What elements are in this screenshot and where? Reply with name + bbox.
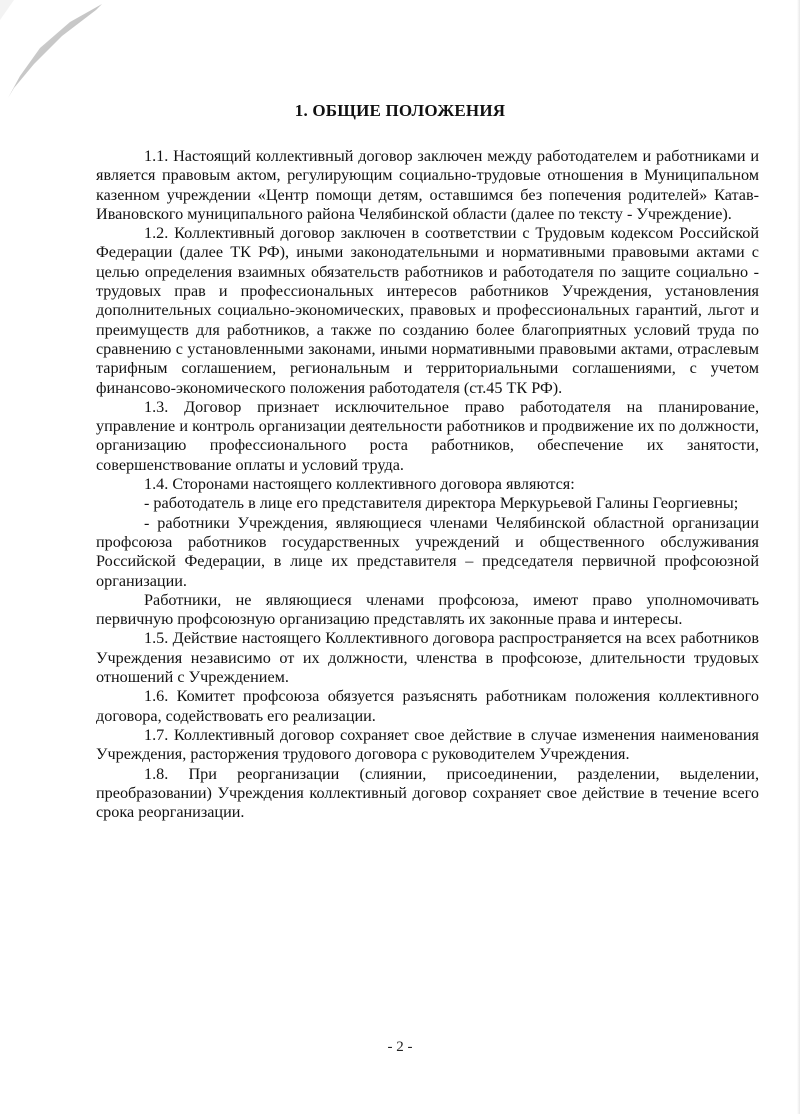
paragraph-1-4: 1.4. Сторонами настоящего коллективного договора являются:	[144, 475, 575, 494]
paragraph-1-4-non-members: Работники, не являющиеся членами профсоюза, имеют право уполномочивать первичную профсоюзную организацию представлять их законные права и интересы.	[96, 590, 759, 629]
paragraph-1-4-employees: - работники Учреждения, являющиеся членами Челябинской областной организации профсоюза работников государственных учреждений и общественного обслуживания Российской Федерации, в лице их представителя – председателя первичной профсоюзной организации.	[96, 513, 759, 590]
paragraph-1-3: 1.3. Договор признает исключительное право работодателя на планирование, управление и контроль организации деятельности работников и продвижение их по должности, организацию профессионального роста работников, обеспечение их занятости, совершенствование оплаты и условий труда.	[96, 397, 759, 474]
section-title: 1. ОБЩИЕ ПОЛОЖЕНИЯ	[294, 101, 506, 120]
page-corner-fold	[0, 0, 110, 105]
paragraph-1-6: 1.6. Комитет профсоюза обязуется разъяснять работникам положения коллективного договора, содействовать его реализации.	[96, 687, 759, 725]
paragraph-1-7: 1.7. Коллективный договор сохраняет свое действие в случае изменения наименования Учреждения, расторжения трудового договора с руководителем Учреждения.	[96, 725, 759, 764]
page-number: - 2 -	[387, 1039, 413, 1055]
paragraph-1-5: 1.5. Действие настоящего Коллективного договора распространяется на всех работников Учреждения независимо от их должности, членства в профсоюзе, длительности трудовых отношений с Учреждением.	[96, 629, 759, 687]
paragraph-1-1: 1.1. Настоящий коллективный договор заключен между работодателем и работниками и является правовым актом, регулирующим социально-трудовые отношения в Муниципальном казенном учреждении «Центр помощи детям, оставшимся без попечения родителей» Катав-Ивановского муниципального района Челябинской области (далее по тексту - Учреждение).	[96, 147, 759, 223]
paragraph-1-2: 1.2. Коллективный договор заключен в соответствии с Трудовым кодексом Российской Федерации (далее ТК РФ), иными законодательными и нормативными правовыми актами с целью определения взаимных обязательств работников и работодателя по защите социально - трудовых прав и профессиональных интересов работников Учреждения, установления дополнительных социально-экономических, правовых и профессиональных гарантий, льгот и преимуществ для работников, а также по созданию более благоприятных условий труда по сравнению с установленными законами, иными нормативными правовыми актами, отраслевым тарифным соглашением, региональным и территориальными соглашениями, с учетом финансово-экономического положения работодателя (ст.45 ТК РФ).	[96, 224, 759, 397]
document-body	[96, 147, 759, 822]
paragraph-1-4-employer: - работодатель в лице его представителя директора Меркурьевой Галины Георгиевны;	[144, 494, 739, 513]
paragraph-1-8: 1.8. При реорганизации (слиянии, присоединении, разделении, выделении, преобразовании) Учреждения коллективный договор сохраняет свое действие в течение всего срока реорганизации.	[96, 764, 759, 822]
